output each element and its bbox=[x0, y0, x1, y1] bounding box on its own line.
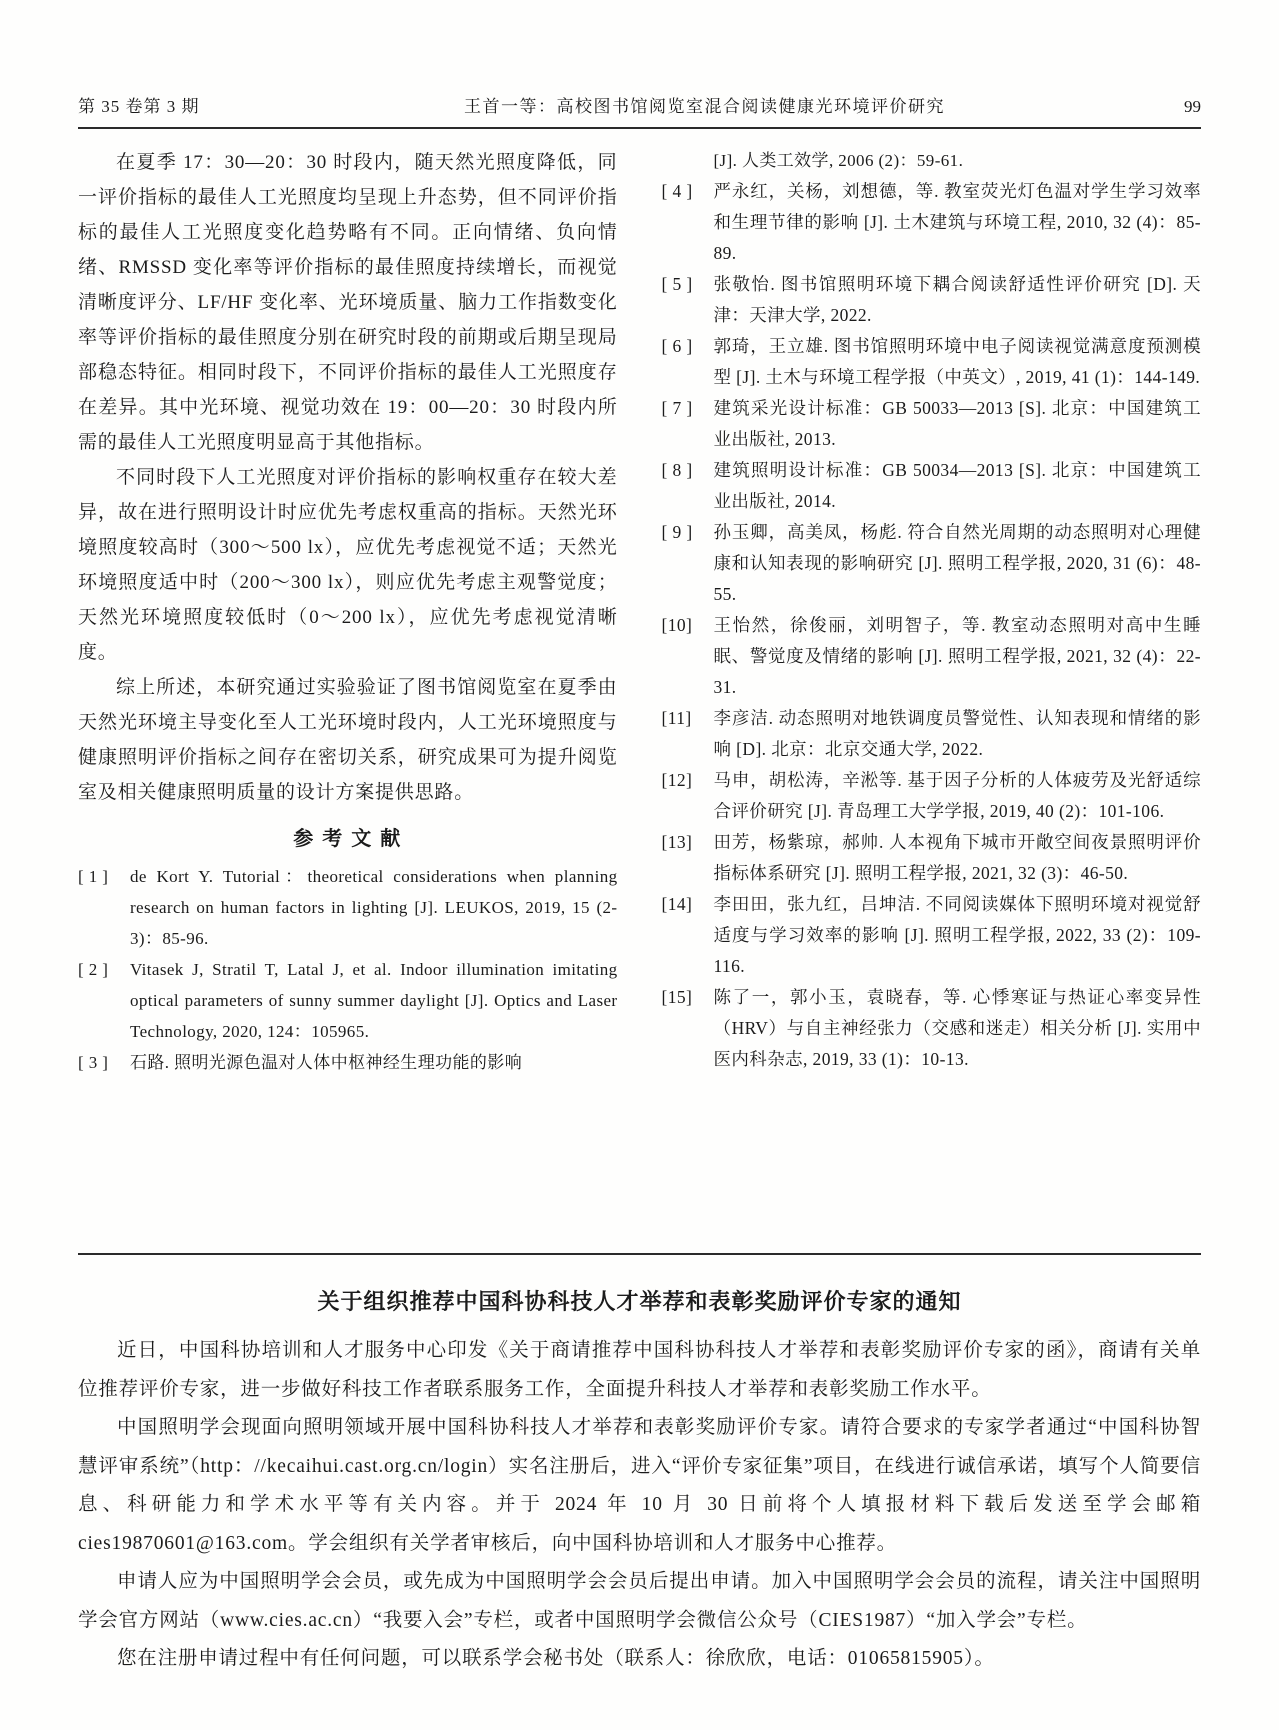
reference-text: 孙玉卿，高美凤，杨彪. 符合自然光周期的动态照明对心理健康和认知表现的影响研究 [J]. 照明工程学报, 2020, 31 (6)：48-55. bbox=[713, 522, 1201, 604]
reference-text: 李田田，张九红，吕坤洁. 不同阅读媒体下照明环境对视觉舒适度与学习效率的影响 [J]. 照明工程学报, 2022, 33 (2)：109-116. bbox=[713, 894, 1201, 976]
reference-number: [ 5 ] bbox=[661, 274, 693, 294]
reference-item bbox=[662, 393, 1202, 455]
notice-separator-rule bbox=[78, 1253, 1201, 1255]
reference-item bbox=[78, 861, 618, 954]
reference-text: 严永红，关杨，刘想德，等. 教室荧光灯色温对学生学习效率和生理节律的影响 [J]. 土木建筑与环境工程, 2010, 32 (4)：85-89. bbox=[713, 181, 1201, 263]
running-title: 王首一等：高校图书馆阅览室混合阅读健康光环境评价研究 bbox=[464, 97, 945, 116]
notice-paragraph: 申请人应为中国照明学会会员，或先成为中国照明学会会员后提出申请。加入中国照明学会会员的流程，请关注中国照明学会官方网站（www.cies.ac.cn）“我要入会”专栏，或者中国照明学会微信公众号（CIES1987）“加入学会”专栏。 bbox=[78, 1571, 1201, 1631]
body-paragraph: 在夏季 17：30—20：30 时段内，随天然光照度降低，同一评价指标的最佳人工光照度均呈现上升态势，但不同评价指标的最佳人工光照度变化趋势略有不同。正向情绪、负向情绪、RMSSD 变化率等评价指标的最佳照度持续增长，而视觉清晰度评分、LF/HF 变化率、光环境质量、脑力工作指数变化率等评价指标的最佳照度分别在研究时段的前期或后期呈现局部稳态特征。相同时段下，不同评价指标的最佳人工光照度存在差异。其中光环境、视觉功效在 19：00—20：30 时段内所需的最佳人工光照度明显高于其他指标。 bbox=[78, 152, 618, 453]
reference-text: de Kort Y. Tutorial：theoretical considerations when planning research on human factors in lighting [J]. LEUKOS, 2019, 15 (2-3)：85-96. bbox=[130, 867, 618, 948]
body-paragraph: 综上所述，本研究通过实验验证了图书馆阅览室在夏季由天然光环境主导变化至人工光环境时段内，人工光环境照度与健康照明评价指标之间存在密切关系，研究成果可为提升阅览室及相关健康照明质量的设计方案提供思路。 bbox=[78, 677, 618, 803]
reference-text: 张敬怡. 图书馆照明环境下耦合阅读舒适性评价研究 [D]. 天津：天津大学, 2022. bbox=[713, 274, 1201, 325]
reference-continuation: [J]. 人类工效学, 2006 (2)：59-61. bbox=[713, 151, 964, 170]
reference-item bbox=[662, 269, 1202, 331]
reference-item bbox=[662, 827, 1202, 889]
reference-text: 建筑照明设计标准：GB 50034—2013 [S]. 北京：中国建筑工业出版社, 2014. bbox=[713, 460, 1201, 511]
notice-title: 关于组织推荐中国科协科技人才举荐和表彰奖励评价专家的通知 bbox=[317, 1289, 962, 1314]
reference-number: [ 2 ] bbox=[78, 960, 109, 979]
references-heading: 参 考 文 献 bbox=[293, 828, 403, 850]
reference-number: [ 3 ] bbox=[78, 1053, 109, 1072]
reference-text: 田芳，杨紫琼，郝帅. 人本视角下城市开敞空间夜景照明评价指标体系研究 [J]. 照明工程学报, 2021, 32 (3)：46-50. bbox=[713, 832, 1201, 883]
reference-number: [ 1 ] bbox=[78, 867, 109, 886]
reference-item bbox=[78, 954, 618, 1047]
notice-paragraph: 您在注册申请过程中有任何问题，可以联系学会秘书处（联系人：徐欣欣，电话：01065815905）。 bbox=[117, 1648, 995, 1669]
notice-paragraph: 中国照明学会现面向照明领域开展中国科协科技人才举荐和表彰奖励评价专家。请符合要求的专家学者通过“中国科协智慧评审系统”（http：//kecaihui.cast.org.cn/login）实名注册后，进入“评价专家征集”项目，在线进行诚信承诺，填写个人简要信息、科研能力和学术水平等有关内容。并于 2024 年 10 月 30 日前将个人填报材料下载后发送至学会邮箱 cies19870601@163.com。学会组织有关学者审核后，向中国科协培训和人才服务中心推荐。 bbox=[78, 1417, 1201, 1554]
reference-item bbox=[78, 1047, 618, 1078]
reference-text: 李彦洁. 动态照明对地铁调度员警觉性、认知表现和情绪的影响 [D]. 北京：北京交通大学, 2022. bbox=[713, 708, 1201, 759]
reference-number: [ 9 ] bbox=[661, 522, 693, 542]
reference-item bbox=[662, 889, 1202, 982]
reference-item bbox=[662, 610, 1202, 703]
reference-number: [11] bbox=[661, 708, 692, 728]
notice-section bbox=[78, 1285, 1201, 1679]
reference-text: 建筑采光设计标准：GB 50033—2013 [S]. 北京：中国建筑工业出版社, 2013. bbox=[713, 398, 1201, 449]
reference-text: 陈了一，郭小玉，袁晓春，等. 心悸寒证与热证心率变异性（HRV）与自主神经张力（交感和迷走）相关分析 [J]. 实用中医内科杂志, 2019, 33 (1)：10-13. bbox=[713, 987, 1201, 1069]
reference-item bbox=[662, 703, 1202, 765]
notice-paragraph: 近日，中国科协培训和人才服务中心印发《关于商请推荐中国科协科技人才举荐和表彰奖励评价专家的函》，商请有关单位推荐评价专家，进一步做好科技工作者联系服务工作，全面提升科技人才举荐和表彰奖励工作水平。 bbox=[78, 1340, 1201, 1400]
article-columns bbox=[78, 145, 1201, 1253]
reference-text: 石路. 照明光源色温对人体中枢神经生理功能的影响 bbox=[130, 1053, 523, 1072]
page-number: 99 bbox=[1184, 97, 1201, 116]
reference-number: [15] bbox=[661, 987, 693, 1007]
body-paragraph: 不同时段下人工光照度对评价指标的影响权重存在较大差异，故在进行照明设计时应优先考虑权重高的指标。天然光环境照度较高时（300～500 lx），应优先考虑视觉不适；天然光环境照度适中时（200～300 lx），则应优先考虑主观警觉度；天然光环境照度较低时（0～200 lx），应优先考虑视觉清晰度。 bbox=[78, 467, 618, 663]
reference-item bbox=[662, 517, 1202, 610]
reference-item bbox=[662, 765, 1202, 827]
reference-item bbox=[662, 176, 1202, 269]
page-header bbox=[78, 92, 1201, 117]
reference-text: 郭琦，王立雄. 图书馆照明环境中电子阅读视觉满意度预测模型 [J]. 土木与环境工程学报（中英文）, 2019, 41 (1)：144-149. bbox=[713, 336, 1201, 387]
reference-text: Vitasek J, Stratil T, Latal J, et al. Indoor illumination imitating optical parameters of sunny summer daylight [J]. Optics and Laser Technology, 2020, 124：105965. bbox=[130, 960, 618, 1041]
reference-text: 马申，胡松涛，辛淞等. 基于因子分析的人体疲劳及光舒适综合评价研究 [J]. 青岛理工大学学报, 2019, 40 (2)：101-106. bbox=[713, 770, 1201, 821]
reference-number: [ 4 ] bbox=[661, 181, 693, 201]
reference-number: [13] bbox=[661, 832, 693, 852]
reference-number: [12] bbox=[661, 770, 693, 790]
reference-number: [ 8 ] bbox=[661, 460, 693, 480]
reference-item bbox=[662, 331, 1202, 393]
references-list-right bbox=[662, 176, 1202, 1075]
right-column bbox=[662, 145, 1202, 1253]
references-list-left bbox=[78, 861, 618, 1078]
reference-item bbox=[662, 455, 1202, 517]
reference-number: [ 6 ] bbox=[661, 336, 693, 356]
reference-text: 王怡然，徐俊丽，刘明智子，等. 教室动态照明对高中生睡眠、警觉度及情绪的影响 [J]. 照明工程学报, 2021, 32 (4)：22-31. bbox=[713, 615, 1201, 697]
left-column bbox=[78, 145, 618, 1253]
reference-item bbox=[662, 982, 1202, 1075]
header-rule bbox=[78, 127, 1201, 129]
reference-number: [10] bbox=[661, 615, 693, 635]
volume-issue: 第 35 卷第 3 期 bbox=[78, 97, 200, 116]
reference-number: [14] bbox=[661, 894, 693, 914]
reference-number: [ 7 ] bbox=[661, 398, 693, 418]
